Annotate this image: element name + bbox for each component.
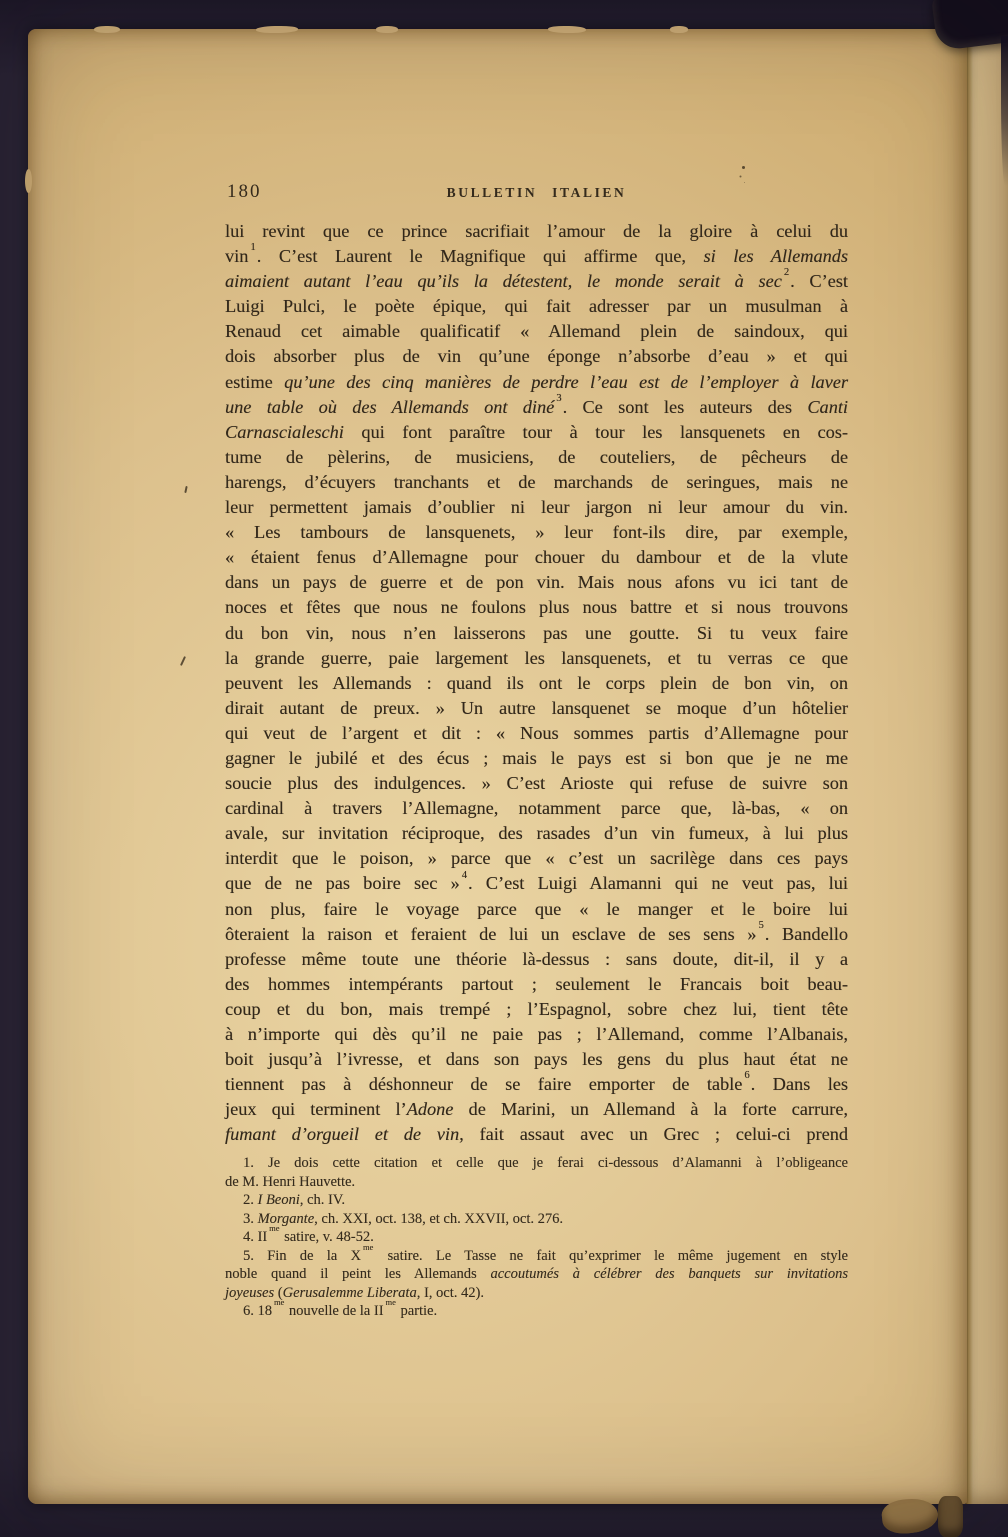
body-text-line: du bon vin, nous n’en laisserons pas une goutte. Si tu veux faire: [225, 622, 848, 643]
ink-speck: [742, 166, 745, 169]
body-text-line: non plus, faire le voyage parce que « le manger et le boire lui: [225, 898, 848, 919]
book-page: [28, 29, 967, 1504]
footnote-line: 6. $18^{me}$ nouvelle de la $II^{me}$ partie.: [243, 1298, 438, 1319]
footnote-line: 3. Morgante, ch. XXI, oct. 138, et ch. XXVII, oct. 276.: [243, 1210, 564, 1227]
body-text-line: Carnascialeschi qui font paraître tour à tour les lansquenets en cos-: [225, 421, 848, 442]
binding-edge-shadow: [1001, 36, 1008, 186]
footnote-line: 5. Fin de la $X^{me}$ satire. Le Tasse ne fait qu’exprimer le même jugement en style: [243, 1242, 848, 1264]
body-text-line: estime qu’une des cinq manières de perdre l’eau est de l’employer à laver: [225, 371, 849, 392]
body-text-line: cardinal à travers l’Allemagne, notamment parce que, là-bas, « on: [225, 798, 848, 819]
body-text: [225, 219, 848, 1147]
body-text-line: dois absorber plus de vin qu’une éponge n’absorbe d’eau » et qui: [225, 346, 848, 367]
body-text-line: gagner le jubilé et des écus ; mais le pays est si bon que je ne me: [225, 747, 848, 768]
body-text-line: lui revint que ce prince sacrifiait l’amour de la gloire à celui du: [225, 221, 848, 241]
footnote-line: 4. $II^{me}$ satire, v. 48-52.: [243, 1224, 374, 1245]
body-text-line: dans un pays de guerre et de pon vin. Mais nous afons vu ici tant de: [225, 572, 848, 593]
footnote-line: 2. I Beoni, ch. IV.: [243, 1192, 346, 1208]
footnote-line: 1. Je dois cette citation et celle que je ferai ci-dessous d’Alamanni à l’obligeance: [243, 1155, 848, 1171]
adjacent-page-edge: [966, 34, 1008, 1504]
body-text-line: coup et du bon, mais trempé ; l’Espagnol, sobre chez lui, tient tête: [225, 998, 848, 1019]
body-text-line: tume de pèlerins, de musiciens, de couteliers, de pêcheurs de: [225, 446, 848, 467]
body-text-line: vin $^1$. C’est Laurent le Magnifique qui affirme que, si les Allemands: [225, 242, 848, 267]
body-text-line: que de ne pas boire sec » $^4$. C’est Luigi Alamanni qui ne veut pas, lui: [225, 869, 848, 894]
footnote-line: de M. Henri Hauvette.: [225, 1173, 356, 1190]
running-title: BULLETIN ITALIEN: [446, 185, 627, 200]
body-text-line: noces et fêtes que nous ne foulons plus nous battre et si nous trouvons: [225, 597, 848, 618]
binding-remnant: [938, 1496, 963, 1537]
body-text-line: professe même toute une théorie là-dessus : sans doute, dit-il, il y a: [225, 948, 848, 969]
paper-edge-bump: [256, 26, 298, 34]
body-text-line: avale, sur invitation réciproque, des rasades d’un vin fumeux, à lui plus: [225, 823, 848, 844]
paper-edge-bump: [548, 26, 586, 34]
page-number: 180: [227, 181, 262, 202]
body-text-line: la grande guerre, paie largement les lansquenets, et tu verras ce que: [225, 647, 848, 668]
body-text-line: ôteraient la raison et feraient de lui un esclave de ses sens » $^5$. Bandello: [225, 919, 848, 944]
body-text-line: peuvent les Allemands : quand ils ont le corps plein de bon vin, on: [225, 672, 848, 693]
body-text-line: soucie plus des indulgences. » C’est Arioste qui refuse de suivre son: [225, 773, 848, 794]
ink-speck: [180, 656, 186, 666]
footnote-line: noble quand il peint les Allemands accoutumés à célébrer des banquets sur invitations: [225, 1266, 848, 1282]
body-text-line: tiennent pas à déshonneur de se faire emporter de table $^6$. Dans les: [225, 1070, 849, 1095]
body-text-line: harengs, d’écuyers tranchants et de marchands de seringues, mais ne: [225, 471, 848, 492]
body-text-line: boit jusqu’à l’ivresse, et dans son pays les gens du plus haut état ne: [225, 1049, 848, 1070]
body-text-line: fumant d’orgueil et de vin, fait assaut avec un Grec ; celui-ci prend: [225, 1124, 848, 1145]
ink-speck: [184, 486, 187, 493]
body-text-line: Renaud cet aimable qualificatif « Allemand plein de saindoux, qui: [225, 321, 848, 342]
body-text-line: « Les tambours de lansquenets, » leur font-ils dire, par exemple,: [225, 522, 848, 543]
body-text-line: une table où des Allemands ont diné $^3$. Ce sont les auteurs des Canti: [225, 392, 848, 417]
page-header: [225, 181, 848, 207]
paper-edge-bump: [94, 26, 120, 33]
body-text-line: aimaient autant l’eau qu’ils la détestent, le monde serait à sec $^2$. C’est: [225, 267, 848, 292]
body-text-line: des hommes intempérants partout ; seulement le Francais boit beau-: [225, 973, 848, 994]
paper-edge-bump: [376, 26, 398, 33]
paper-edge-nick: [25, 169, 32, 193]
body-text-line: leur permettent jamais d’oublier ni leur jargon ni leur amour du vin.: [225, 497, 848, 518]
body-text-line: dirait autant de preux. » Un autre lansquenet se moque d’un hôtelier: [225, 697, 848, 718]
body-text-line: à n’importe qui dès qu’il ne paie pas ; l’Allemand, comme l’Albanais,: [225, 1024, 848, 1044]
body-text-line: interdit que le poison, » parce que « c’est un sacrilège dans ces pays: [225, 848, 848, 869]
footnote-line: joyeuses (Gerusalemme Liberata, I, oct. 42).: [225, 1284, 484, 1301]
body-text-line: qui veut de l’argent et dit : « Nous sommes partis d’Allemagne pour: [225, 722, 848, 743]
footnotes: [225, 1154, 848, 1321]
paper-edge-bump: [670, 26, 688, 33]
body-text-line: Luigi Pulci, le poète épique, qui fait adresser par un musulman à: [225, 296, 848, 317]
body-text-line: jeux qui terminent l’Adone de Marini, un Allemand à la forte carrure,: [225, 1099, 848, 1120]
body-text-line: « étaient fenus d’Allemagne pour chouer du dambour et de la vlute: [225, 547, 848, 568]
